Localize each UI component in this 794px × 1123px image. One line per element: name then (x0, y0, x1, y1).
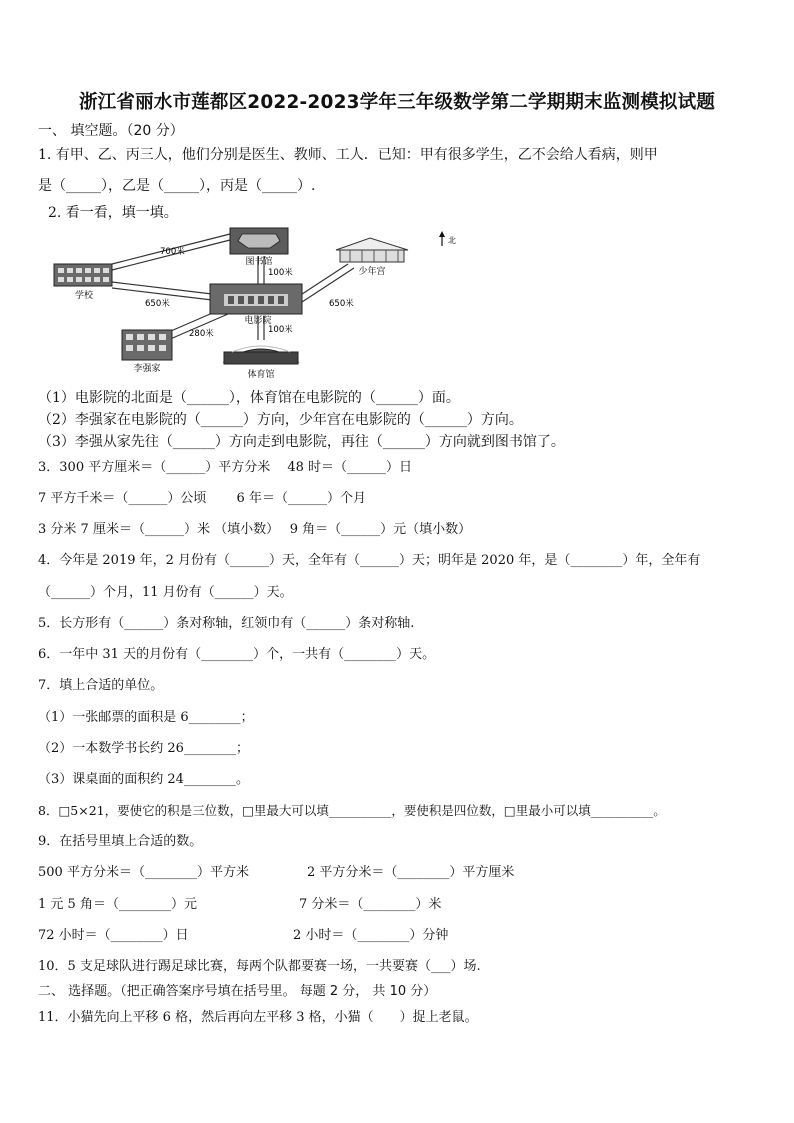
cinema-label: 电影院 (244, 316, 272, 326)
question-7-part-3: （3）课桌面的面积约 24________。 (38, 772, 249, 787)
question-3-line-3: 3 分米 7 厘米＝（______）米 （填小数） 9 角＝（______）元（填小数） (38, 522, 472, 537)
question-2-part-3: （3）李强从家先往（______）方向走到电影院，再往（______）方向就到图书馆了。 (38, 434, 565, 450)
school-building-icon (54, 264, 112, 286)
question-9-item-c: 1 元 5 角＝（________）元 (38, 897, 197, 912)
question-4-line-1: 4．今年是 2019 年，2 月份有（______）天，全年有（______）天；明年是 2020 年，是（________）年，全年有 (38, 553, 701, 568)
distance-school-library: 700米 (160, 247, 185, 257)
page-title: 浙江省丽水市莲都区2022-2023学年三年级数学第二学期期末监测模拟试题 (78, 92, 716, 113)
question-7-part-2: （2）一本数学书长约 26________； (38, 741, 249, 756)
distance-cinema-gym: 100米 (268, 325, 293, 335)
gym-label: 体育馆 (247, 370, 275, 380)
distance-school-cinema: 650米 (145, 299, 170, 309)
home-building-icon (122, 330, 172, 360)
question-9-item-b: 2 平方分米＝（________）平方厘米 (307, 865, 515, 880)
library-building-icon (230, 228, 288, 254)
question-9-item-e: 72 小时＝（________）日 (38, 928, 189, 943)
cinema-building-icon (210, 284, 302, 314)
north-label: 北 (448, 236, 456, 245)
youth-palace-label: 少年宫 (358, 267, 386, 277)
distance-lijia-cinema: 280米 (189, 329, 214, 339)
question-5: 5．长方形有（______）条对称轴，红领巾有（______）条对称轴. (38, 616, 415, 631)
distance-library-cinema: 100米 (268, 268, 293, 278)
question-6: 6．一年中 31 天的月份有（________）个，一共有（________）天。 (38, 647, 436, 662)
question-9-item-d: 7 分米＝（________）米 (299, 897, 442, 912)
question-2-part-1: （1）电影院的北面是（______），体育馆在电影院的（______）面。 (38, 390, 460, 406)
question-9-item-f: 2 小时＝（________）分钟 (293, 928, 449, 943)
youth-palace-building-icon (336, 238, 408, 262)
section-heading-fill-blank: 一、 填空题。（20 分） (38, 123, 184, 139)
question-2-prompt: 2. 看一看，填一填。 (48, 205, 178, 221)
question-9-item-a: 500 平方分米＝（________）平方米 (38, 865, 249, 880)
question-11: 11．小猫先向上平移 6 格，然后再向左平移 3 格，小猫（ ）捉上老鼠。 (38, 1010, 478, 1025)
distance-cinema-youth: 650米 (329, 299, 354, 309)
north-arrow-icon (439, 231, 445, 246)
library-label: 图书馆 (245, 257, 273, 267)
section-heading-multiple-choice: 二、 选择题。（把正确答案序号填在括号里。 每题 2 分， 共 10 分） (38, 984, 437, 999)
question-1-line-1: 1. 有甲、乙、丙三人，他们分别是医生、教师、工人．已知：甲有很多学生，乙不会给人看病，则甲 (38, 147, 658, 163)
question-4-line-2: （______）个月，11 月份有（______）天。 (38, 585, 293, 600)
question-1-line-2: 是（_____），乙是（_____），丙是（_____）. (38, 178, 316, 194)
question-3-line-2: 7 平方千米＝（______）公顷 6 年＝（______）个月 (38, 491, 366, 506)
location-map-figure (52, 226, 464, 382)
question-7-prompt: 7．填上合适的单位。 (38, 678, 164, 693)
gym-building-icon (224, 346, 298, 364)
question-2-part-2: （2）李强家在电影院的（______）方向，少年宫在电影院的（______）方向。 (38, 412, 523, 428)
question-10: 10．5 支足球队进行踢足球比赛，每两个队都要赛一场，一共要赛（___）场. (38, 959, 481, 974)
question-3-line-1: 3．300 平方厘米＝（______）平方分米 48 时＝（______）日 (38, 460, 413, 475)
lijia-label: 李强家 (133, 364, 161, 374)
school-label: 学校 (74, 291, 94, 301)
question-8: 8．□5×21，要使它的积是三位数，□里最大可以填__________，要使积是四位数，□里最小可以填__________。 (38, 803, 666, 818)
question-9-prompt: 9．在括号里填上合适的数。 (38, 834, 203, 849)
question-7-part-1: （1）一张邮票的面积是 6________； (38, 710, 254, 725)
